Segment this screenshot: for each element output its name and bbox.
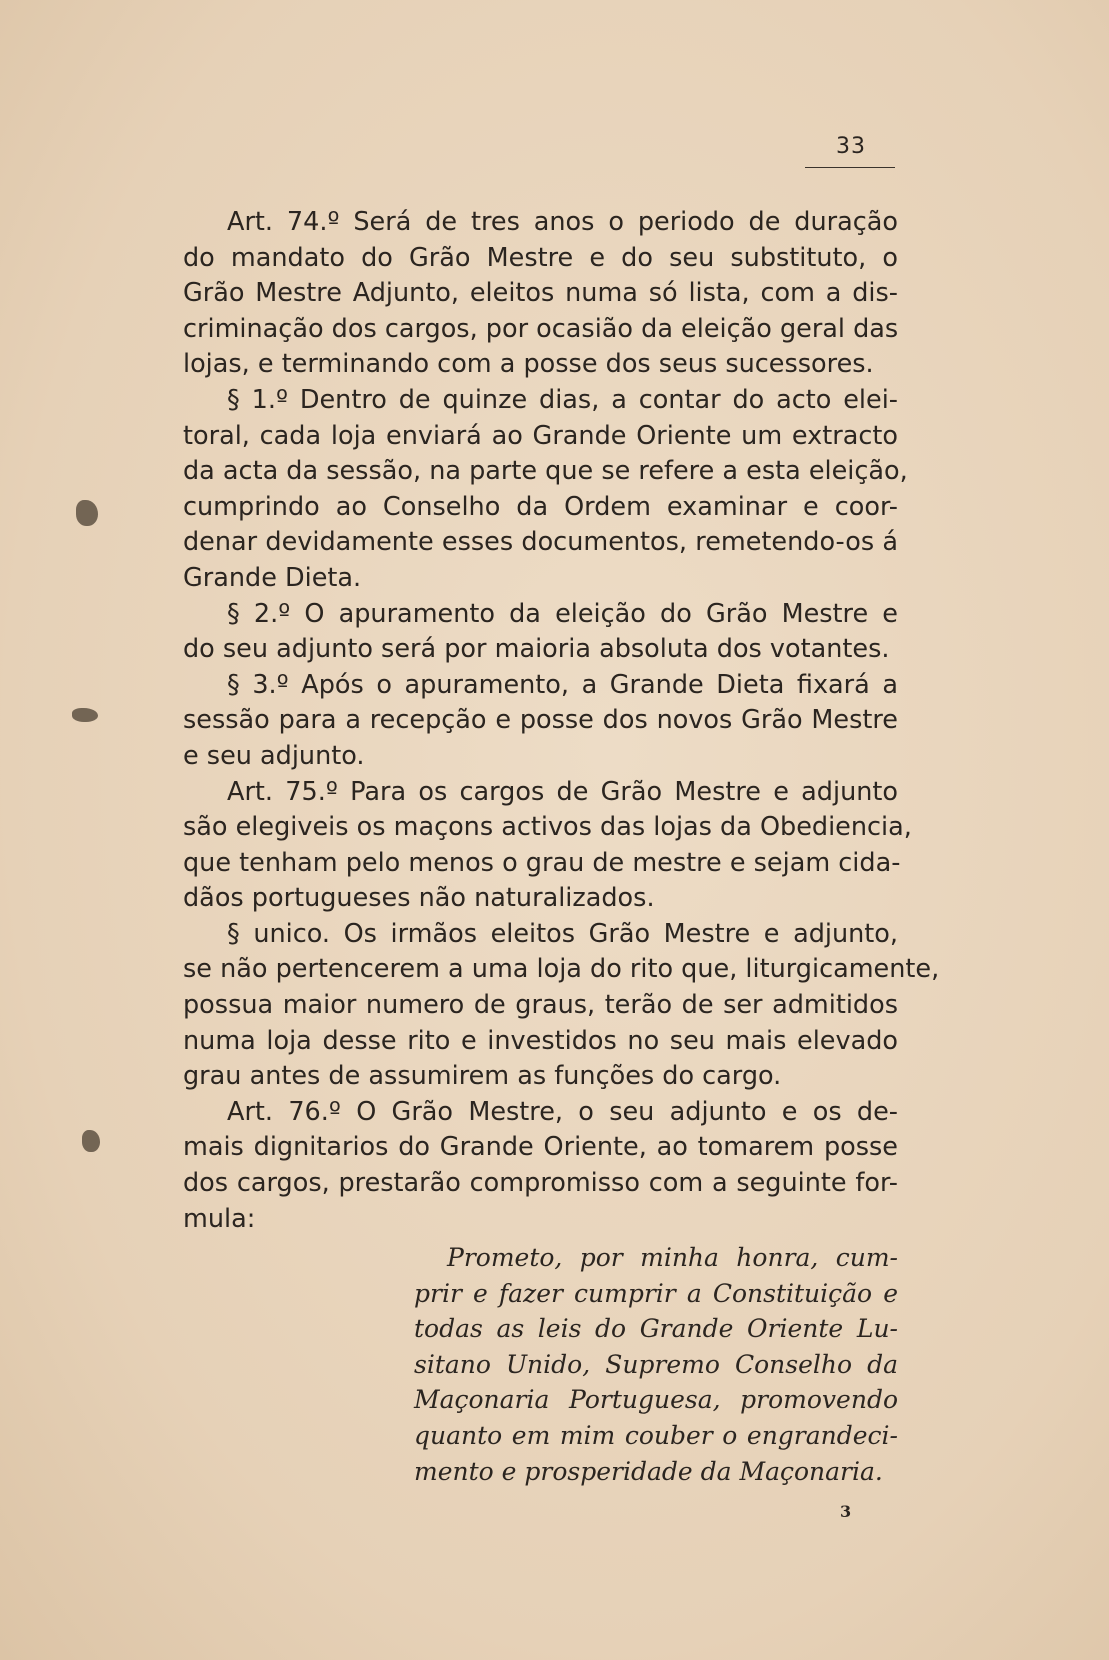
text-line: § 2.º O apuramento da eleição do Grão Mestre e: [227, 598, 898, 629]
text-line: dãos portugueses não naturalizados.: [183, 883, 655, 914]
text-line: possua maior numero de graus, terão de ser admitidos: [183, 990, 898, 1021]
oath-formula: [414, 1240, 898, 1489]
text-line: lojas, e terminando com a posse dos seus sucessores.: [183, 349, 874, 380]
margin-stain-2: [72, 708, 98, 722]
text-line: se não pertencerem a uma loja do rito que, liturgicamente,: [183, 954, 940, 985]
text-line: grau antes de assumirem as funções do cargo.: [183, 1061, 782, 1092]
text-line: toral, cada loja enviará ao Grande Oriente um extracto: [183, 420, 898, 451]
text-line: do seu adjunto será por maioria absoluta dos votantes.: [183, 634, 890, 665]
header-rule: [805, 167, 895, 168]
text-line: Grão Mestre Adjunto, eleitos numa só lista, com a dis-: [183, 278, 898, 309]
text-line: numa loja desse rito e investidos no seu mais elevado: [183, 1025, 898, 1056]
text-line: do mandato do Grão Mestre e do seu substituto, o: [183, 242, 898, 273]
text-line: mais dignitarios do Grande Oriente, ao tomarem posse: [183, 1132, 898, 1163]
text-line: § unico. Os irmãos eleitos Grão Mestre e adjunto,: [227, 918, 898, 949]
oath-line: Prometo, por minha honra, cum-: [447, 1243, 898, 1272]
margin-stain-3: [82, 1130, 100, 1152]
text-line: cumprindo ao Conselho da Ordem examinar e coor-: [183, 491, 898, 522]
text-line: e seu adjunto.: [183, 740, 365, 771]
oath-line: Maçonaria Portuguesa, promovendo: [414, 1385, 898, 1415]
oath-line: prir e fazer cumprir a Constituição e: [414, 1278, 898, 1308]
text-line: Grande Dieta.: [183, 562, 362, 593]
text-line: sessão para a recepção e posse dos novos Grão Mestre: [183, 705, 898, 736]
oath-line: mento e prosperidade da Maçonaria.: [414, 1456, 883, 1486]
text-line: Art. 75.º Para os cargos de Grão Mestre e adjunto: [227, 776, 898, 807]
oath-line: quanto em mim couber o engrandeci-: [414, 1420, 898, 1450]
signature-mark: 3: [840, 1502, 852, 1521]
text-line: mula:: [183, 1203, 256, 1234]
text-line: da acta da sessão, na parte que se refere a esta eleição,: [183, 456, 908, 487]
text-line: Art. 76.º O Grão Mestre, o seu adjunto e os de-: [227, 1096, 898, 1127]
oath-line: sitano Unido, Supremo Conselho da: [414, 1349, 898, 1379]
text-line: § 1.º Dentro de quinze dias, a contar do acto elei-: [227, 384, 898, 415]
text-line: § 3.º Após o apuramento, a Grande Dieta fixará a: [227, 669, 898, 700]
text-line: são elegiveis os maçons activos das lojas da Obediencia,: [183, 812, 912, 843]
page-number: 33: [836, 134, 866, 159]
text-line: Art. 74.º Será de tres anos o periodo de duração: [227, 207, 898, 237]
text-line: denar devidamente esses documentos, remetendo-os á: [183, 527, 898, 558]
margin-stain-1: [76, 500, 98, 526]
text-line: que tenham pelo menos o grau de mestre e sejam cida-: [183, 847, 901, 878]
text-line: dos cargos, prestarão compromisso com a seguinte for-: [183, 1168, 898, 1199]
article-body: [183, 205, 940, 1237]
text-line: criminação dos cargos, por ocasião da eleição geral das: [183, 313, 899, 344]
oath-line: todas as leis do Grande Oriente Lu-: [414, 1314, 898, 1344]
